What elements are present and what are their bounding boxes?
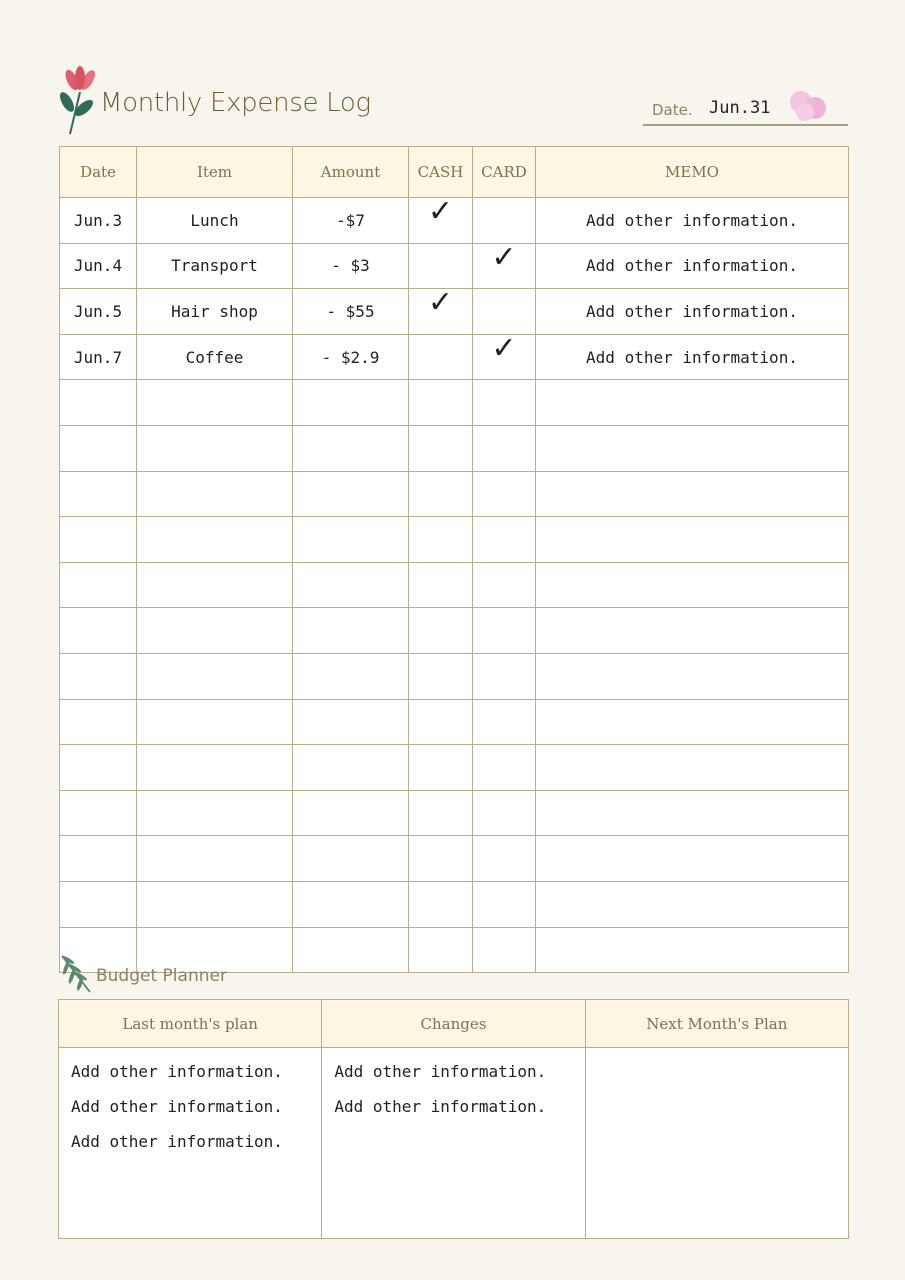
cell-date[interactable]: Jun.3 — [60, 198, 137, 244]
cell-amount[interactable] — [293, 380, 409, 426]
budget-note: Add other information. — [334, 1062, 547, 1081]
empty-row — [60, 653, 849, 699]
cell-amount[interactable] — [293, 653, 409, 699]
cell-cash[interactable] — [409, 745, 473, 791]
empty-row — [60, 380, 849, 426]
cell-item[interactable]: Transport — [137, 243, 293, 289]
cell-item[interactable] — [137, 836, 293, 882]
empty-row — [60, 745, 849, 791]
check-icon: ✓ — [491, 239, 517, 275]
empty-row — [60, 790, 849, 836]
cell-item[interactable] — [137, 608, 293, 654]
cell-date[interactable]: Jun.7 — [60, 334, 137, 380]
cell-card[interactable] — [473, 517, 536, 563]
cell-memo[interactable] — [536, 927, 849, 973]
cell-amount[interactable] — [293, 836, 409, 882]
cell-cash[interactable] — [409, 334, 473, 380]
cell-cash[interactable] — [409, 243, 473, 289]
cell-card[interactable] — [473, 653, 536, 699]
cell-card[interactable] — [473, 836, 536, 882]
empty-row — [60, 881, 849, 927]
budget-note: Add other information. — [71, 1097, 283, 1116]
budget-column-header: Changes — [322, 1000, 585, 1048]
cell-memo[interactable]: Add other information. — [536, 289, 849, 335]
cell-date[interactable] — [60, 608, 137, 654]
cell-cash[interactable] — [409, 836, 473, 882]
check-icon: ✓ — [427, 194, 454, 230]
column-header-card: CARD — [473, 147, 536, 198]
column-header-amount: Amount — [293, 147, 409, 198]
cell-date[interactable] — [60, 425, 137, 471]
cell-memo[interactable] — [536, 425, 849, 471]
cell-date[interactable]: Jun.4 — [60, 243, 137, 289]
cell-memo[interactable] — [536, 562, 849, 608]
cell-cash[interactable] — [409, 285, 473, 335]
budget-column-header: Next Month's Plan — [585, 1000, 848, 1048]
cell-card[interactable] — [473, 745, 536, 791]
cell-card[interactable] — [473, 881, 536, 927]
cell-item[interactable]: Lunch — [137, 198, 293, 244]
budget-note: Add other information. — [71, 1062, 283, 1081]
cell-cash[interactable] — [409, 927, 473, 973]
cell-amount[interactable] — [293, 745, 409, 791]
cell-memo[interactable] — [536, 836, 849, 882]
cell-amount[interactable] — [293, 790, 409, 836]
cell-memo[interactable] — [536, 745, 849, 791]
cell-amount[interactable] — [293, 699, 409, 745]
empty-row — [60, 608, 849, 654]
cell-card[interactable] — [473, 425, 536, 471]
cell-amount[interactable] — [293, 471, 409, 517]
empty-row — [60, 471, 849, 517]
cell-date[interactable] — [60, 699, 137, 745]
cell-item[interactable] — [137, 881, 293, 927]
empty-row — [60, 517, 849, 563]
cell-item[interactable] — [137, 471, 293, 517]
budget-cell[interactable] — [585, 1048, 848, 1239]
expense-log-table — [59, 146, 849, 973]
budget-planner-title: Budget Planner — [96, 966, 227, 986]
cell-item[interactable] — [137, 380, 293, 426]
cell-amount[interactable] — [293, 562, 409, 608]
column-header-item: Item — [137, 147, 293, 198]
cell-amount[interactable] — [293, 881, 409, 927]
cell-cash[interactable] — [409, 562, 473, 608]
cell-date[interactable] — [60, 653, 137, 699]
cell-item[interactable] — [137, 790, 293, 836]
cell-memo[interactable] — [536, 380, 849, 426]
cell-cash[interactable] — [409, 790, 473, 836]
column-header-memo: MEMO — [536, 147, 849, 198]
cell-card[interactable] — [473, 699, 536, 745]
budget-column-header: Last month's plan — [59, 1000, 322, 1048]
cell-card[interactable] — [473, 289, 536, 335]
empty-row — [60, 836, 849, 882]
cell-card[interactable] — [473, 471, 536, 517]
cell-date[interactable] — [60, 836, 137, 882]
cell-card[interactable] — [473, 562, 536, 608]
budget-planner-table — [58, 999, 849, 1239]
cell-amount[interactable]: - $55 — [293, 289, 409, 335]
cell-card[interactable] — [473, 331, 536, 380]
empty-row — [60, 562, 849, 608]
cell-amount[interactable] — [293, 608, 409, 654]
column-header-date: Date — [60, 147, 137, 198]
cell-memo[interactable] — [536, 517, 849, 563]
table-row — [60, 243, 849, 289]
cell-memo[interactable] — [536, 881, 849, 927]
cell-amount[interactable] — [293, 425, 409, 471]
table-row — [60, 334, 849, 380]
cell-cash[interactable] — [409, 194, 473, 244]
column-header-cash: CASH — [409, 147, 473, 198]
date-label: Date. — [652, 101, 693, 119]
cell-cash[interactable] — [409, 608, 473, 654]
cell-memo[interactable] — [536, 790, 849, 836]
table-row — [60, 198, 849, 244]
cell-item[interactable]: Coffee — [137, 334, 293, 380]
cell-card[interactable] — [473, 790, 536, 836]
cell-cash[interactable] — [409, 425, 473, 471]
page-title: Monthly Expense Log — [100, 88, 371, 118]
cell-item[interactable]: Hair shop — [137, 289, 293, 335]
cell-item[interactable] — [137, 425, 293, 471]
leaf-icon — [58, 952, 94, 996]
cell-date[interactable]: Jun.5 — [60, 289, 137, 335]
cell-amount[interactable] — [293, 517, 409, 563]
cell-card[interactable] — [473, 608, 536, 654]
table-row — [60, 289, 849, 335]
cell-memo[interactable] — [536, 699, 849, 745]
cell-item[interactable] — [137, 745, 293, 791]
cell-memo[interactable] — [536, 608, 849, 654]
cell-memo[interactable] — [536, 653, 849, 699]
cell-card[interactable] — [473, 927, 536, 973]
cell-date[interactable] — [60, 471, 137, 517]
budget-note: Add other information. — [334, 1097, 547, 1116]
cell-date[interactable] — [60, 881, 137, 927]
cell-date[interactable] — [60, 790, 137, 836]
cell-memo[interactable]: Add other information. — [536, 243, 849, 289]
cell-item[interactable] — [137, 653, 293, 699]
cell-cash[interactable] — [409, 517, 473, 563]
cell-cash[interactable] — [409, 380, 473, 426]
cell-amount[interactable]: - $3 — [293, 243, 409, 289]
date-value: Jun.31 — [709, 98, 771, 118]
cell-card[interactable] — [473, 380, 536, 426]
empty-row — [60, 699, 849, 745]
cell-memo[interactable]: Add other information. — [536, 334, 849, 380]
cell-item[interactable] — [137, 699, 293, 745]
cell-date[interactable] — [60, 380, 137, 426]
cell-item[interactable] — [137, 562, 293, 608]
budget-cell[interactable] — [322, 1048, 585, 1239]
budget-note: Add other information. — [71, 1132, 283, 1151]
empty-row — [60, 425, 849, 471]
budget-cell[interactable] — [59, 1048, 322, 1239]
cell-date[interactable] — [60, 562, 137, 608]
cell-cash[interactable] — [409, 653, 473, 699]
cell-memo[interactable]: Add other information. — [536, 198, 849, 244]
check-icon: ✓ — [427, 285, 454, 321]
cell-memo[interactable] — [536, 471, 849, 517]
cell-amount[interactable] — [293, 927, 409, 973]
cell-amount[interactable]: -$7 — [293, 198, 409, 244]
cell-date[interactable] — [60, 745, 137, 791]
cell-date[interactable] — [60, 517, 137, 563]
cell-cash[interactable] — [409, 881, 473, 927]
blossom-icon — [785, 88, 831, 124]
cell-card[interactable] — [473, 198, 536, 244]
flower-icon — [58, 64, 102, 136]
check-icon: ✓ — [491, 331, 517, 367]
cell-cash[interactable] — [409, 699, 473, 745]
cell-amount[interactable]: - $2.9 — [293, 334, 409, 380]
cell-cash[interactable] — [409, 471, 473, 517]
cell-item[interactable] — [137, 517, 293, 563]
cell-card[interactable] — [473, 239, 536, 289]
